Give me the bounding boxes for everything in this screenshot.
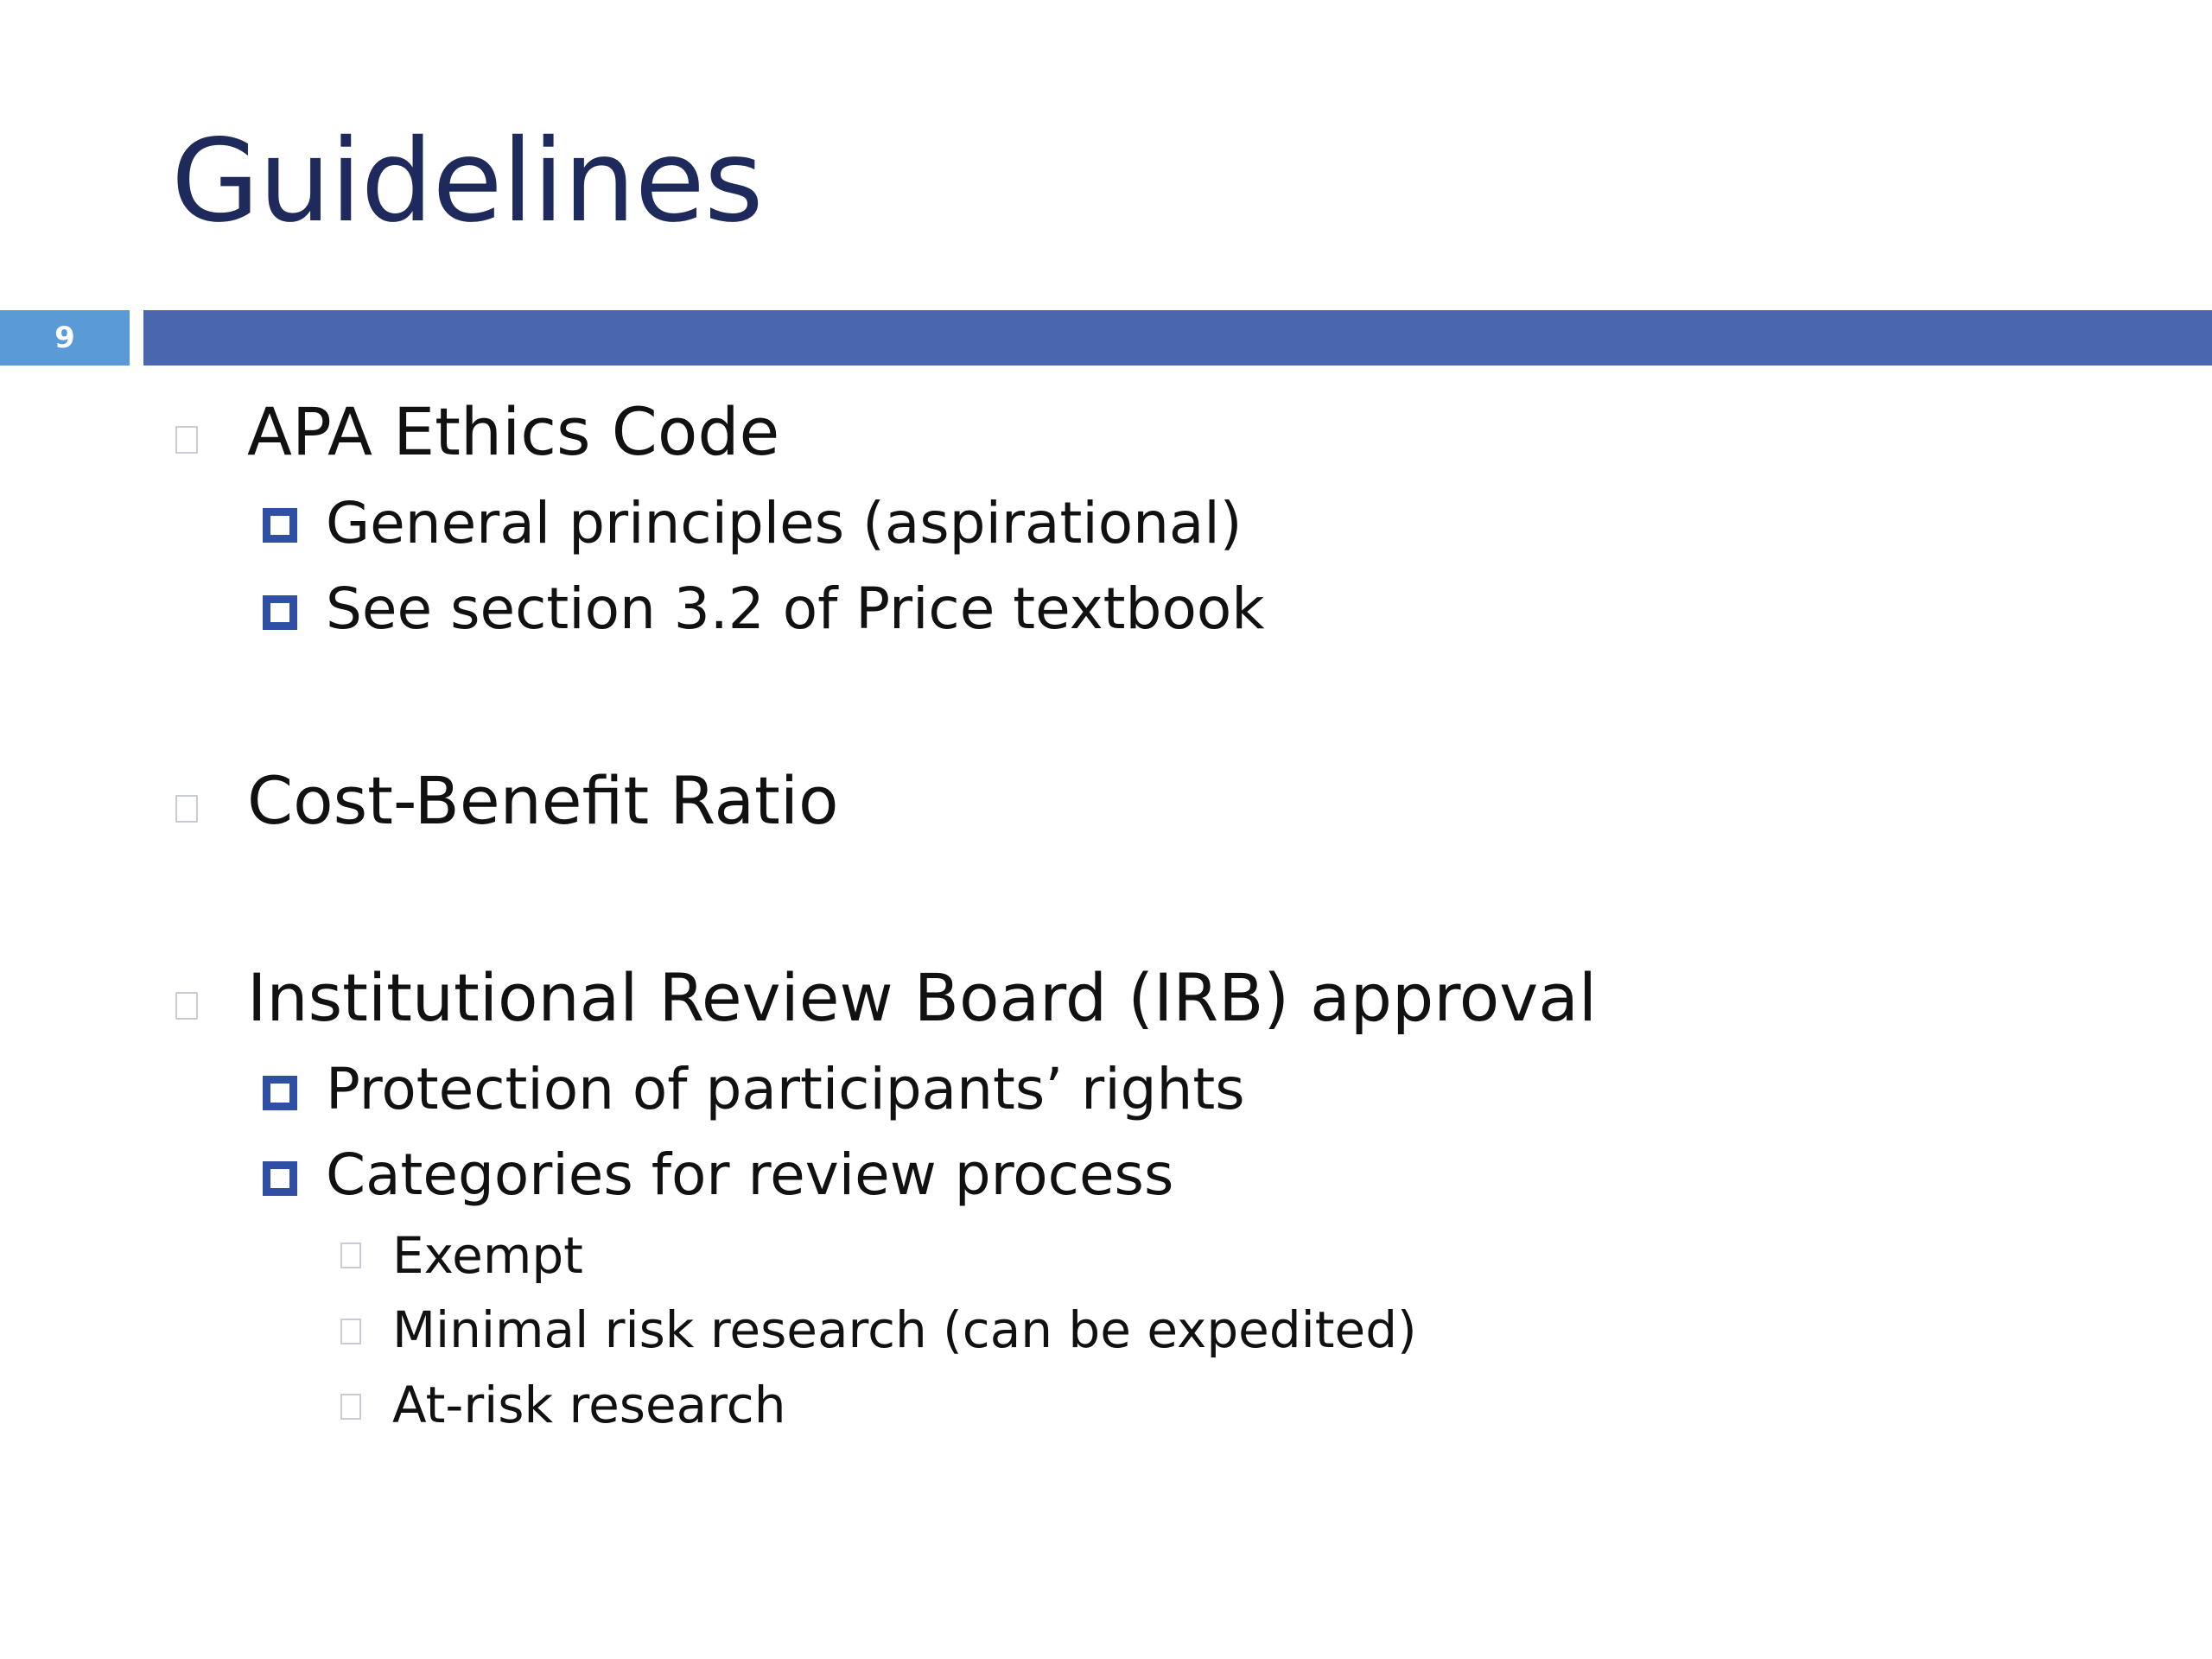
- title-divider-bar: [143, 310, 2212, 365]
- sub-sub-bullet-text: At-risk research: [392, 1376, 786, 1434]
- sub-bullet-general-principles: [261, 489, 1816, 558]
- bullet-item-cost-benefit-ratio: [173, 762, 1728, 840]
- sub-sub-bullet-at-risk: [339, 1375, 1894, 1435]
- sub-bullet-see-section: [261, 575, 1816, 644]
- sub-sub-bullet-exempt: [339, 1225, 1894, 1286]
- bullet-text: Cost-Benefit Ratio: [247, 762, 839, 839]
- sub-sub-bullet-text: Exempt: [392, 1226, 583, 1285]
- sub-bullet-text: Categories for review process: [326, 1141, 1174, 1208]
- page-number: 9: [54, 321, 75, 355]
- blue-square-outline-icon: [263, 508, 297, 543]
- sub-sub-bullet-text: Minimal risk research (can be expedited): [392, 1300, 1417, 1359]
- bullet-text: APA Ethics Code: [247, 393, 780, 470]
- bullet-item-irb-approval: [173, 959, 1901, 1037]
- sub-bullet-text: See section 3.2 of Price textbook: [326, 575, 1265, 642]
- blue-square-outline-icon: [263, 1161, 297, 1196]
- hollow-square-icon: [175, 795, 198, 823]
- sub-bullet-protection-of-rights: [261, 1055, 1816, 1124]
- bullet-text: Institutional Review Board (IRB) approval: [247, 959, 1597, 1036]
- bullet-item-apa-ethics-code: [173, 393, 1728, 471]
- slide-title: Guidelines: [171, 115, 763, 248]
- hollow-square-icon: [175, 992, 198, 1020]
- hollow-square-icon: [175, 426, 198, 454]
- blue-square-outline-icon: [263, 1076, 297, 1110]
- hollow-square-icon: [340, 1243, 361, 1268]
- page-number-badge: [0, 310, 130, 365]
- sub-bullet-text: General principles (aspirational): [326, 490, 1243, 556]
- sub-sub-bullet-minimal-risk: [339, 1300, 1894, 1360]
- blue-square-outline-icon: [263, 595, 297, 630]
- hollow-square-icon: [340, 1394, 361, 1420]
- sub-bullet-text: Protection of participants’ rights: [326, 1056, 1245, 1122]
- hollow-square-icon: [340, 1319, 361, 1344]
- sub-bullet-categories-for-review: [261, 1141, 1816, 1210]
